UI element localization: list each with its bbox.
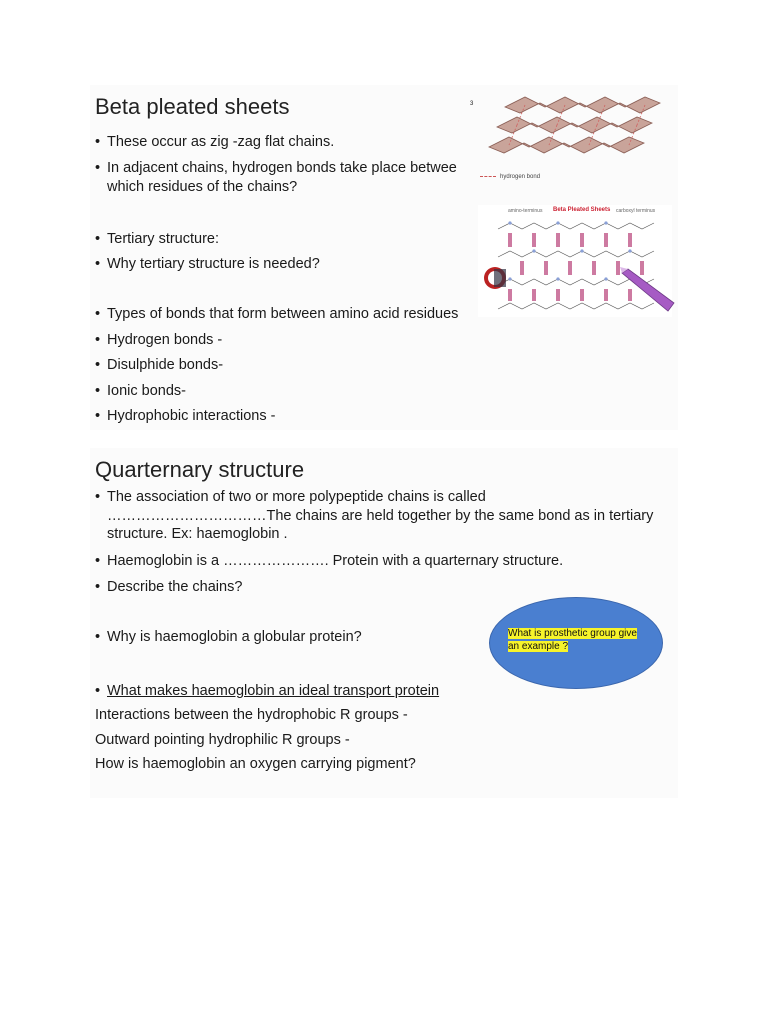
bullet-disulphide-bonds: • Disulphide bonds- xyxy=(95,357,224,373)
bullet-globular-protein: • Why is haemoglobin a globular protein? xyxy=(95,629,362,645)
bullet-association-cont1: ……………………………The chains are held together by the same bond as in tertiary xyxy=(107,508,654,524)
slide1-title: Beta pleated sheets xyxy=(95,94,290,119)
bullet-association: • The association of two or more polypeptide chains is called xyxy=(95,489,486,505)
hydrogen-bond-legend: hydrogen bond xyxy=(480,174,540,180)
bullet-haemoglobin-protein: • Haemoglobin is a …………………. Protein with a quarternary structure. xyxy=(95,553,564,569)
slide-number: 3 xyxy=(470,101,474,107)
pleated-sheet-drawing xyxy=(475,95,675,170)
bullet-why-tertiary: • Why tertiary structure is needed? xyxy=(95,256,320,272)
bullet-tertiary: • Tertiary structure: xyxy=(95,231,219,247)
line-hydrophobic-r-groups: Interactions between the hydrophobic R groups - xyxy=(95,707,408,723)
bullet-describe-chains: • Describe the chains? xyxy=(95,579,243,595)
bullet-transport-protein: • What makes haemoglobin an ideal transport protein xyxy=(95,683,440,699)
bullet-ionic-bonds: • Ionic bonds- xyxy=(95,383,186,399)
line-hydrophilic-r-groups: Outward pointing hydrophilic R groups - xyxy=(95,732,350,748)
bullet-hydrogen-bonds: • Hydrogen bonds - xyxy=(95,332,223,348)
line-oxygen-carrying: How is haemoglobin an oxygen carrying pigment? xyxy=(95,756,416,772)
pen-icon xyxy=(618,267,678,317)
beta-sheet-structure-figure: amino-terminus Beta Pleated Sheets carboxyl terminus xyxy=(478,205,672,317)
bullet-zigzag: • These occur as zig -zag flat chains. xyxy=(95,134,335,150)
publisher-logo-icon xyxy=(482,265,508,291)
bullet-adjacent-chains-cont: which residues of the chains? xyxy=(107,179,298,195)
pleated-sheet-figure xyxy=(470,95,670,195)
bullet-types-of-bonds: • Types of bonds that form between amino acid residues xyxy=(95,306,459,322)
bullet-hydrophobic: • Hydrophobic interactions - xyxy=(95,408,276,424)
slide2-title: Quarternary structure xyxy=(95,457,305,482)
figure-heading: Beta Pleated Sheets xyxy=(553,207,611,213)
callout-text: What is prosthetic group give an example ? xyxy=(508,628,637,652)
bullet-association-cont2: structure. Ex: haemoglobin . xyxy=(107,526,288,542)
bullet-adjacent-chains: • In adjacent chains, hydrogen bonds take place betwee xyxy=(95,160,457,176)
